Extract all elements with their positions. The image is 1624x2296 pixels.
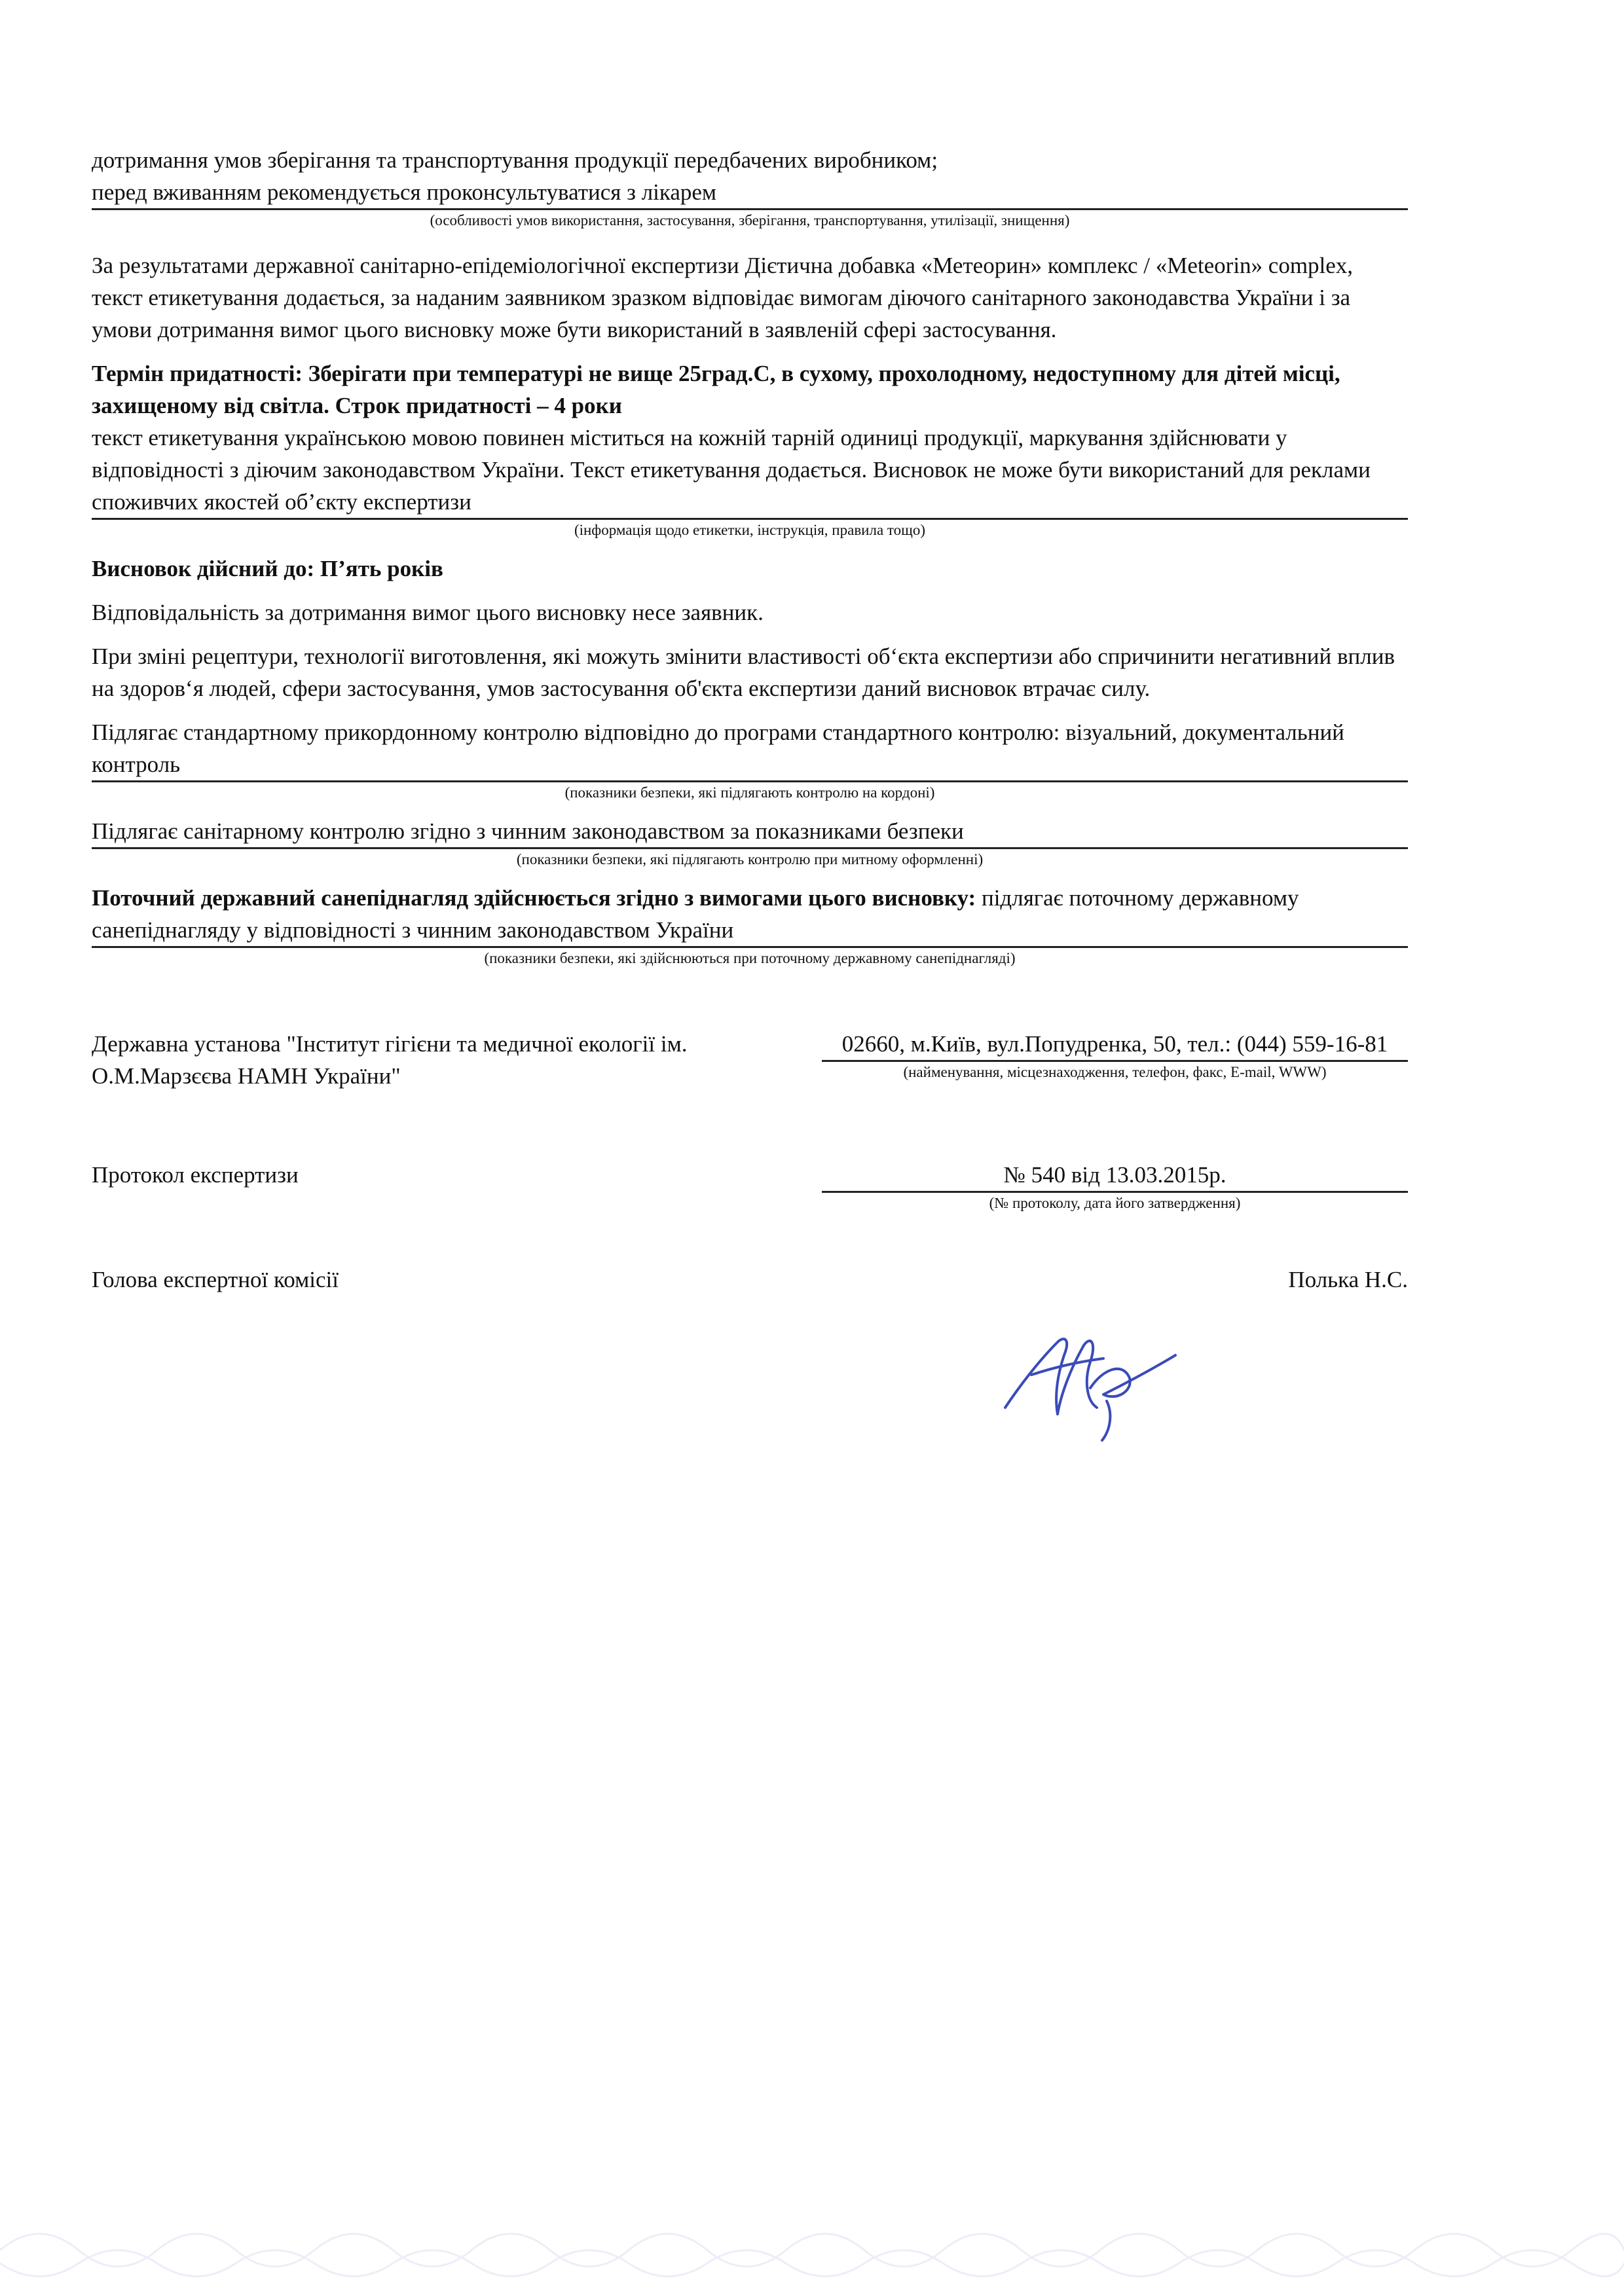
protocol-caption: (№ протоколу, дата його затвердження) — [989, 1195, 1241, 1211]
head-row — [92, 1264, 1408, 1342]
document-page — [92, 144, 1408, 1342]
results-paragraph: За результатами державної санітарно-епідеміологічної експертизи Дієтична добавка «Метеорин» комплекс / «Meteorin» complex, текст етикетування додається, за наданим заявником зразком відповідає вимогам діючого санітарного законодавства України і за умови дотримання вимог цього висновку може бути використаний в заявленій сфері застосування. — [92, 253, 1354, 342]
current-supervision-caption: (показники безпеки, які здійснюються при поточному державному санепіднагляді) — [484, 950, 1016, 966]
current-supervision-rest: підлягає поточному державному санепіднагляду у відповідності з чинним законодавством України — [92, 885, 1299, 943]
protocol-value: № 540 від 13.03.2015р. — [1003, 1162, 1227, 1188]
storage-line-2: перед вживанням рекомендується проконсультуватися з лікарем — [92, 179, 717, 205]
border-control-paragraph: Підлягає стандартному прикордонному контролю відповідно до програми стандартного контролю: візуальний, документальний контроль — [92, 720, 1344, 777]
institution-caption: (найменування, місцезнаходження, телефон, факс, E-mail, WWW) — [903, 1064, 1327, 1080]
validity-line: Висновок дійсний до: П’ять років — [92, 556, 443, 581]
customs-control-line: Підлягає санітарному контролю згідно з чинним законодавством за показниками безпеки — [92, 818, 964, 844]
institution-address: 02660, м.Київ, вул.Попудренка, 50, тел.: (044) 559-16-81 — [841, 1031, 1388, 1057]
customs-control-caption: (показники безпеки, які підлягають контролю при митному оформленні) — [516, 851, 984, 867]
head-label: Голова експертної комісії — [92, 1267, 339, 1292]
guilloche-watermark-icon — [0, 2191, 1624, 2296]
storage-line-1: дотримання умов зберігання та транспортування продукції передбачених виробником; — [92, 147, 938, 173]
current-supervision-bold: Поточний державний санепіднагляд здійснюється згідно з вимогами цього висновку: — [92, 885, 976, 911]
labeling-paragraph: текст етикетування українською мовою повинен міститься на кожній тарній одиниці продукції, маркування здійснювати у відповідності з діючим законодавством України. Текст етикетування додається. Висновок не може бути використаний для реклами споживчих якостей об’єкту експертизи — [92, 425, 1371, 515]
border-control-caption: (показники безпеки, які підлягають контролю на кордоні) — [564, 784, 935, 801]
labeling-caption: (інформація щодо етикетки, інструкція, правила тощо) — [574, 522, 926, 538]
storage-caption: (особливості умов використання, застосування, зберігання, транспортування, утилізації, знищення) — [430, 212, 1070, 228]
responsibility-line: Відповідальність за дотримання вимог цього висновку несе заявник. — [92, 600, 764, 625]
institution-name: Державна установа "Інститут гігієни та медичної екології ім. О.М.Марзєєва НАМН України" — [92, 1031, 688, 1089]
institution-row — [92, 1028, 1408, 1126]
handwritten-signature-icon — [992, 1316, 1189, 1447]
protocol-label: Протокол експертизи — [92, 1162, 299, 1188]
head-name: Полька Н.С. — [1288, 1267, 1408, 1292]
current-supervision-paragraph — [92, 882, 1408, 946]
protocol-row — [92, 1159, 1408, 1237]
shelf-life-paragraph: Термін придатності: Зберігати при температурі не вище 25град.С, в сухому, прохолодному, недоступному для дітей місці, захищеному від світла. Строк придатності – 4 роки — [92, 361, 1340, 418]
change-paragraph: При зміні рецептури, технології виготовлення, які можуть змінити властивості об‘єкта експертизи або спричинити негативний вплив на здоров‘я людей, сфери застосування, умов застосування об'єкта експертизи даний висновок втрачає силу. — [92, 644, 1395, 701]
